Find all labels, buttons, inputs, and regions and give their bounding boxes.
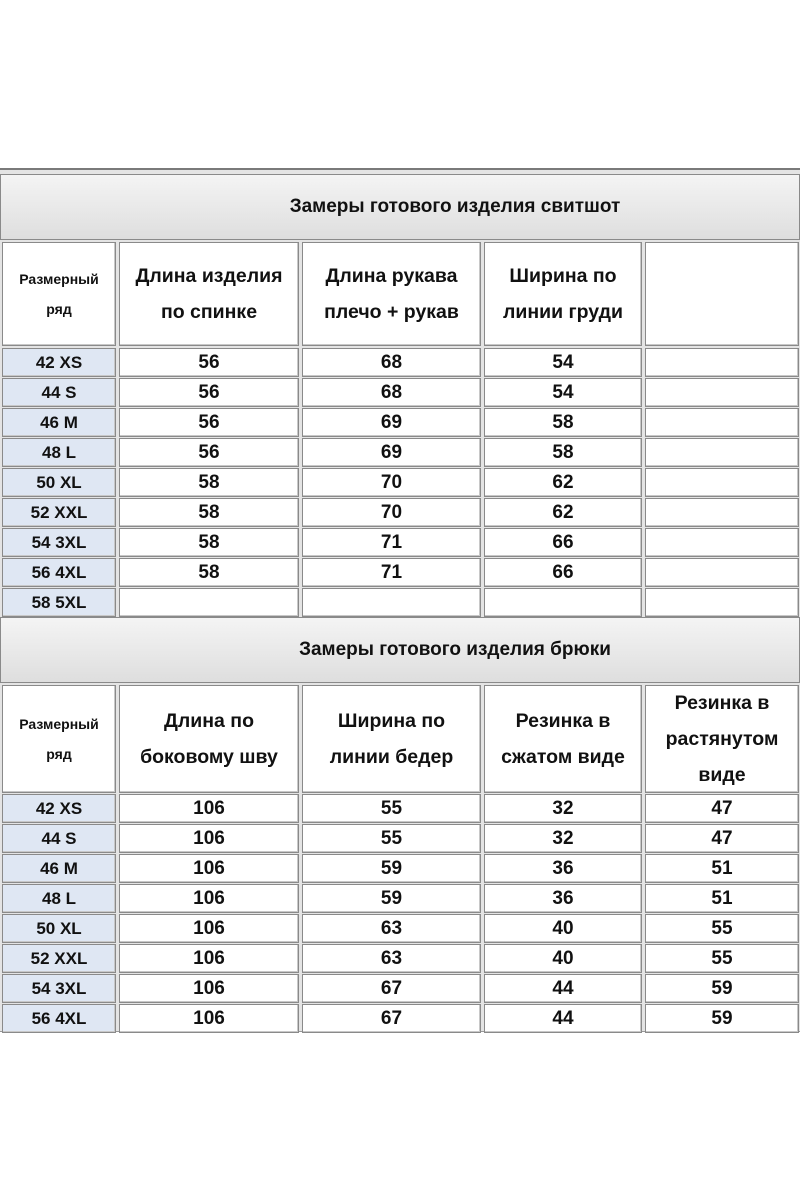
- trousers-value-cell: 59: [302, 854, 481, 883]
- trousers-value-cell: 67: [302, 974, 481, 1003]
- sweatshirt-table-title: Замеры готового изделия свитшот: [0, 174, 800, 240]
- trousers-value-cell: 32: [484, 824, 642, 853]
- header-line: по спинке: [160, 301, 258, 323]
- trousers-table-title: Замеры готового изделия брюки: [0, 617, 800, 683]
- sweatshirt-header-col2: [302, 242, 481, 346]
- trousers-size-cell: 46 M: [2, 854, 116, 883]
- sweatshirt-value-cell: [645, 378, 799, 407]
- sweatshirt-size-cell: 56 4XL: [2, 558, 116, 587]
- sweatshirt-value-cell: 56: [119, 378, 299, 407]
- header-text: [19, 709, 98, 769]
- sweatshirt-value-cell: 66: [484, 528, 642, 557]
- header-text: [330, 703, 454, 775]
- trousers-header-col2: [302, 685, 481, 793]
- header-line: Длина по: [163, 710, 254, 732]
- header-line: Ширина по: [337, 710, 446, 732]
- trousers-header-size: [2, 685, 116, 793]
- sweatshirt-value-cell: 54: [484, 348, 642, 377]
- header-line: Размерный: [19, 271, 99, 287]
- trousers-value-cell: 44: [484, 1004, 642, 1033]
- trousers-value-cell: 59: [302, 884, 481, 913]
- trousers-value-cell: 40: [484, 944, 642, 973]
- header-line: линии груди: [502, 301, 624, 323]
- sweatshirt-value-cell: 56: [119, 408, 299, 437]
- sweatshirt-value-cell: 58: [484, 438, 642, 467]
- trousers-value-cell: 59: [645, 974, 799, 1003]
- trousers-value-cell: 36: [484, 854, 642, 883]
- sweatshirt-value-cell: 71: [302, 528, 481, 557]
- size-chart-sheet: [0, 168, 800, 1032]
- header-line: боковому шву: [140, 746, 278, 768]
- sweatshirt-value-cell: 56: [119, 438, 299, 467]
- trousers-value-cell: 67: [302, 1004, 481, 1033]
- trousers-size-cell: 48 L: [2, 884, 116, 913]
- sweatshirt-size-cell: 44 S: [2, 378, 116, 407]
- header-line: растянутом: [665, 728, 779, 750]
- trousers-header-col1: [119, 685, 299, 793]
- sweatshirt-value-cell: 62: [484, 468, 642, 497]
- header-text: [136, 258, 283, 330]
- trousers-value-cell: 55: [645, 914, 799, 943]
- sweatshirt-value-cell: 71: [302, 558, 481, 587]
- sweatshirt-value-cell: 68: [302, 378, 481, 407]
- header-line: линии бедер: [329, 746, 454, 768]
- header-text: [19, 264, 98, 324]
- sweatshirt-value-cell: 58: [119, 498, 299, 527]
- sweatshirt-value-cell: [645, 408, 799, 437]
- sweatshirt-value-cell: [645, 348, 799, 377]
- sweatshirt-value-cell: 58: [119, 558, 299, 587]
- sweatshirt-value-cell: 69: [302, 438, 481, 467]
- trousers-value-cell: 47: [645, 824, 799, 853]
- trousers-size-cell: 50 XL: [2, 914, 116, 943]
- header-text: [324, 258, 459, 330]
- trousers-value-cell: 106: [119, 824, 299, 853]
- header-line: плечо + рукав: [324, 301, 459, 323]
- sweatshirt-size-cell: 46 M: [2, 408, 116, 437]
- sweatshirt-header-size: [2, 242, 116, 346]
- sweatshirt-value-cell: 58: [484, 408, 642, 437]
- header-line: Длина рукава: [325, 265, 458, 287]
- sweatshirt-value-cell: 58: [119, 468, 299, 497]
- header-line: Размерный: [19, 716, 99, 732]
- trousers-value-cell: 40: [484, 914, 642, 943]
- trousers-value-cell: 32: [484, 794, 642, 823]
- sweatshirt-value-cell: 58: [119, 528, 299, 557]
- trousers-size-cell: 52 XXL: [2, 944, 116, 973]
- trousers-value-cell: 47: [645, 794, 799, 823]
- header-line: виде: [698, 764, 746, 786]
- trousers-value-cell: 55: [302, 824, 481, 853]
- trousers-size-cell: 56 4XL: [2, 1004, 116, 1033]
- sweatshirt-value-cell: 70: [302, 468, 481, 497]
- trousers-value-cell: 106: [119, 884, 299, 913]
- sweatshirt-value-cell: 68: [302, 348, 481, 377]
- sweatshirt-value-cell: [645, 438, 799, 467]
- sweatshirt-value-cell: [302, 588, 481, 617]
- trousers-size-cell: 44 S: [2, 824, 116, 853]
- sweatshirt-value-cell: 66: [484, 558, 642, 587]
- sweatshirt-size-cell: 52 XXL: [2, 498, 116, 527]
- trousers-value-cell: 63: [302, 944, 481, 973]
- header-text: [503, 258, 623, 330]
- header-line: ряд: [46, 746, 72, 762]
- sweatshirt-size-cell: 58 5XL: [2, 588, 116, 617]
- sweatshirt-value-cell: [645, 588, 799, 617]
- trousers-value-cell: 59: [645, 1004, 799, 1033]
- trousers-value-cell: 63: [302, 914, 481, 943]
- trousers-header-col3: [484, 685, 642, 793]
- trousers-value-cell: 51: [645, 884, 799, 913]
- trousers-size-cell: 54 3XL: [2, 974, 116, 1003]
- trousers-value-cell: 106: [119, 1004, 299, 1033]
- sweatshirt-header-col1: [119, 242, 299, 346]
- header-text: [140, 703, 278, 775]
- trousers-header-col4: [645, 685, 799, 793]
- sweatshirt-header-col4: [645, 242, 799, 346]
- header-line: Резинка в: [674, 692, 770, 714]
- header-line: ряд: [46, 301, 72, 317]
- header-line: сжатом виде: [501, 746, 625, 768]
- trousers-value-cell: 106: [119, 914, 299, 943]
- header-text: [501, 703, 625, 775]
- trousers-value-cell: 106: [119, 974, 299, 1003]
- header-text: [666, 685, 779, 793]
- sweatshirt-size-cell: 54 3XL: [2, 528, 116, 557]
- sweatshirt-value-cell: [645, 528, 799, 557]
- sweatshirt-value-cell: 70: [302, 498, 481, 527]
- sweatshirt-header-col3: [484, 242, 642, 346]
- sweatshirt-value-cell: [645, 468, 799, 497]
- sweatshirt-size-cell: 48 L: [2, 438, 116, 467]
- header-line: Ширина по: [509, 265, 617, 287]
- sweatshirt-size-cell: 50 XL: [2, 468, 116, 497]
- trousers-value-cell: 55: [645, 944, 799, 973]
- sweatshirt-value-cell: 69: [302, 408, 481, 437]
- sweatshirt-value-cell: [645, 498, 799, 527]
- trousers-size-cell: 42 XS: [2, 794, 116, 823]
- sweatshirt-value-cell: [119, 588, 299, 617]
- trousers-value-cell: 51: [645, 854, 799, 883]
- sweatshirt-size-cell: 42 XS: [2, 348, 116, 377]
- header-line: Резинка в: [515, 710, 611, 732]
- sweatshirt-value-cell: [645, 558, 799, 587]
- trousers-value-cell: 106: [119, 944, 299, 973]
- trousers-value-cell: 44: [484, 974, 642, 1003]
- sweatshirt-value-cell: 56: [119, 348, 299, 377]
- sweatshirt-value-cell: [484, 588, 642, 617]
- sweatshirt-value-cell: 62: [484, 498, 642, 527]
- header-line: Длина изделия: [135, 265, 283, 287]
- trousers-value-cell: 55: [302, 794, 481, 823]
- trousers-value-cell: 106: [119, 794, 299, 823]
- sweatshirt-value-cell: 54: [484, 378, 642, 407]
- trousers-value-cell: 106: [119, 854, 299, 883]
- trousers-value-cell: 36: [484, 884, 642, 913]
